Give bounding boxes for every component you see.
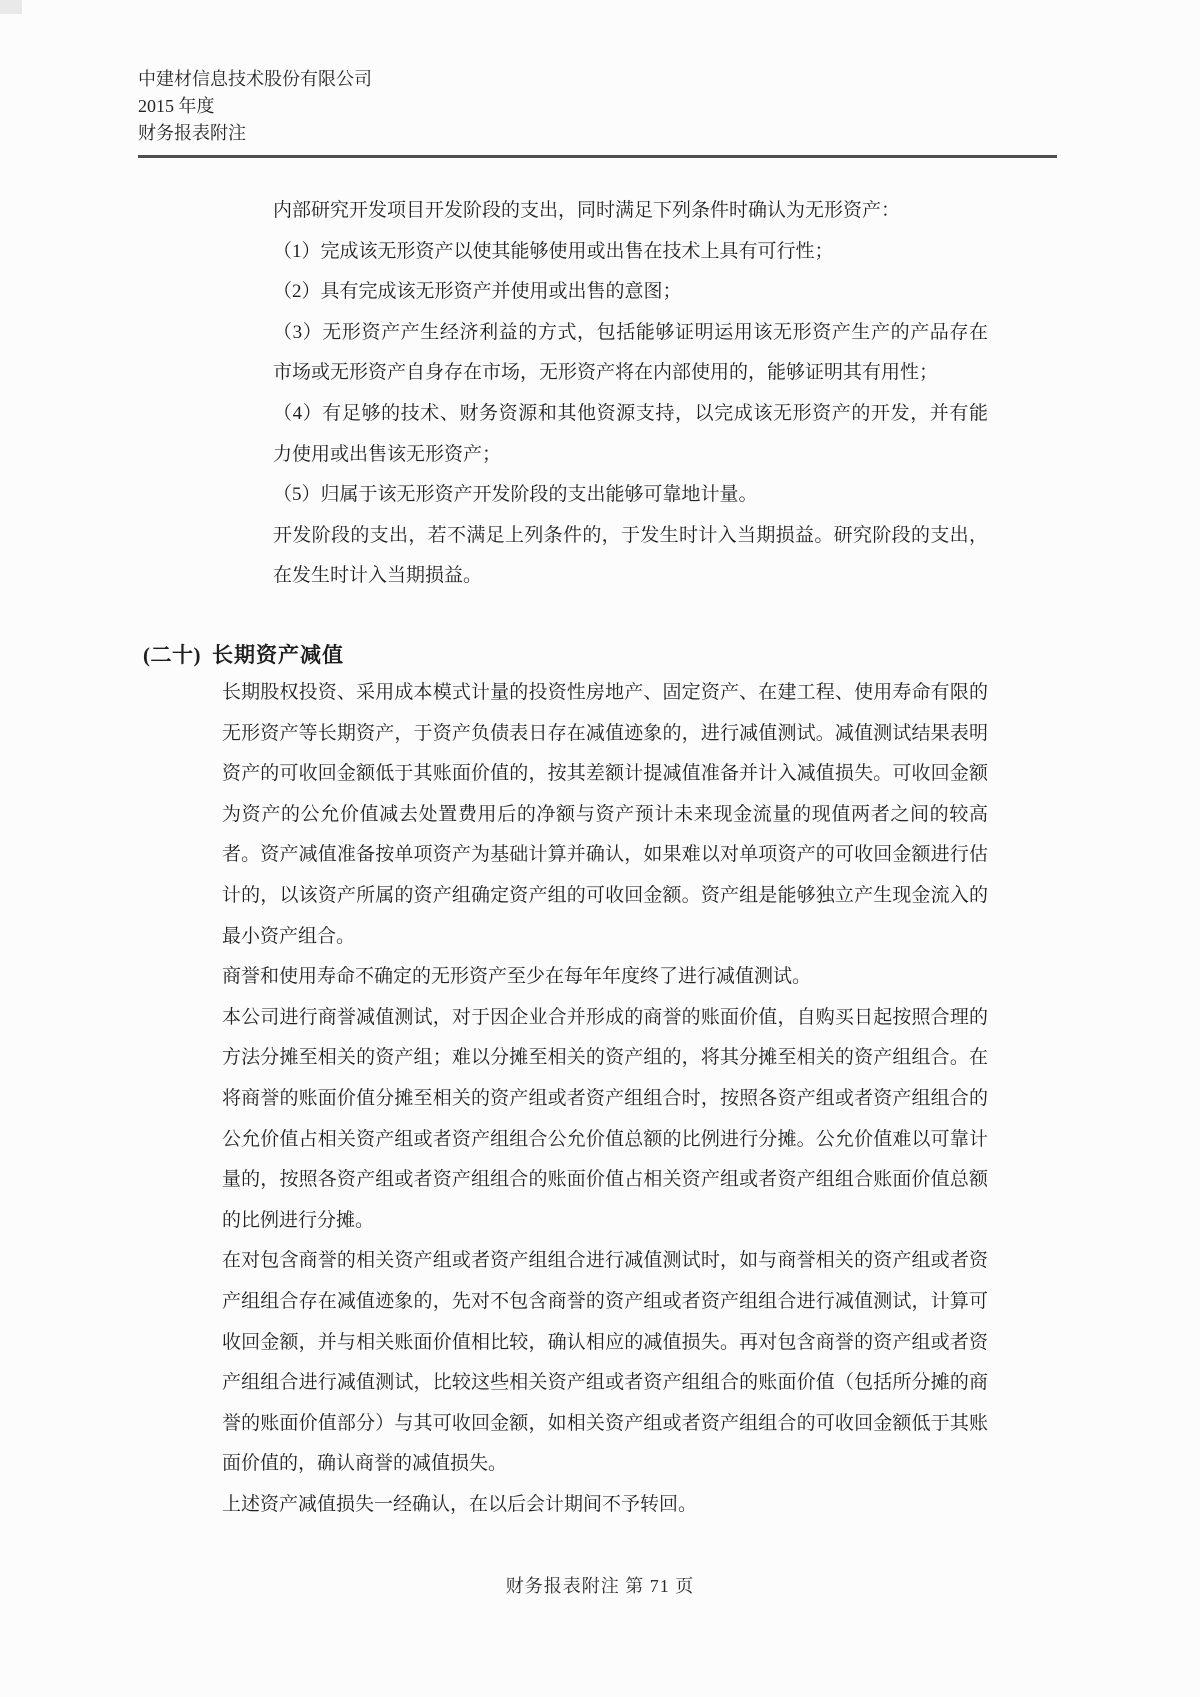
text-line: 产组组合存在减值迹象的，先对不包含商誉的资产组或者资产组组合进行减值测试，计算可 <box>222 1290 988 1312</box>
text-line: 为资产的公允价值减去处置费用后的净额与资产预计未来现金流量的现值两者之间的较高 <box>222 803 988 825</box>
text-line: 者。资产减值准备按单项资产为基础计算并确认，如果难以对单项资产的可收回金额进行估 <box>222 844 988 866</box>
text-line: 商誉和使用寿命不确定的无形资产至少在每年年度终了进行减值测试。 <box>222 966 812 988</box>
text-line: （2）具有完成该无形资产并使用或出售的意图； <box>273 281 682 303</box>
text-line: 无形资产等长期资产，于资产负债表日存在减值迹象的，进行减值测试。减值测试结果表明 <box>222 722 988 744</box>
text-line: 市场或无形资产自身存在市场，无形资产将在内部使用的，能够证明其有用性； <box>273 362 939 384</box>
text-line: 在对包含商誉的相关资产组或者资产组组合进行减值测试时，如与商誉相关的资产组或者资 <box>222 1250 988 1272</box>
text-line: 在发生时计入当期损益。 <box>273 565 483 587</box>
text-line: 上述资产减值损失一经确认，在以后会计期间不予转回。 <box>222 1493 698 1515</box>
text-line: 开发阶段的支出，若不满足上列条件的，于发生时计入当期损益。研究阶段的支出， <box>273 524 988 546</box>
text-line: （5）归属于该无形资产开发阶段的支出能够可靠地计量。 <box>273 484 758 506</box>
text-line: （3）无形资产产生经济利益的方式，包括能够证明运用该无形资产生产的产品存在 <box>273 321 988 343</box>
text-line: 长期股权投资、采用成本模式计量的投资性房地产、固定资产、在建工程、使用寿命有限的 <box>222 682 988 703</box>
text-line: 资产的可收回金额低于其账面价值的，按其差额计提减值准备并计入减值损失。可收回金额 <box>222 763 988 785</box>
text-line: 将商誉的账面价值分摊至相关的资产组或者资产组组合时，按照各资产组或者资产组组合的 <box>222 1087 988 1109</box>
intro-paragraph-block <box>273 191 988 597</box>
company-name: 中建材信息技术股份有限公司 <box>138 69 372 89</box>
section-title: 长期资产减值 <box>212 643 344 667</box>
page-footer: 财务报表附注 第 71 页 <box>505 1576 695 1596</box>
text-line: 的比例进行分摊。 <box>222 1209 375 1231</box>
text-line: 产组组合进行减值测试，比较这些相关资产组或者资产组组合的账面价值（包括所分摊的商 <box>222 1372 988 1394</box>
section-number: (二十) <box>143 643 201 667</box>
text-line: 本公司进行商誉减值测试，对于因企业合并形成的商誉的账面价值，自购买日起按照合理的 <box>222 1006 988 1028</box>
text-line: 量的，按照各资产组或者资产组组合的账面价值占相关资产组或者资产组组合账面价值总额 <box>222 1169 988 1191</box>
scan-artifact <box>0 0 22 14</box>
text-line: （4）有足够的技术、财务资源和其他资源支持，以完成该无形资产的开发，并有能 <box>273 402 988 424</box>
text-line: 面价值的，确认商誉的减值损失。 <box>222 1453 508 1475</box>
text-line: 内部研究开发项目开发阶段的支出，同时满足下列条件时确认为无形资产： <box>273 200 901 221</box>
text-line: 最小资产组合。 <box>222 925 356 947</box>
document-title: 财务报表附注 <box>138 123 246 143</box>
text-line: 誉的账面价值部分）与其可收回金额，如相关资产组或者资产组组合的可收回金额低于其账 <box>222 1412 988 1434</box>
fiscal-year: 2015 年度 <box>138 96 215 116</box>
text-line: 计的，以该资产所属的资产组确定资产组的可收回金额。资产组是能够独立产生现金流入的 <box>222 884 988 906</box>
text-line: 力使用或出售该无形资产； <box>273 443 502 465</box>
section-body-block <box>222 673 988 1525</box>
page-header <box>138 66 1058 147</box>
header-rule <box>138 155 1057 158</box>
text-line: 公允价值占相关资产组或者资产组组合公允价值总额的比例进行分摊。公允价值难以可靠计 <box>222 1128 988 1150</box>
text-line: 收回金额，并与相关账面价值相比较，确认相应的减值损失。再对包含商誉的资产组或者资 <box>222 1331 988 1353</box>
text-line: 方法分摊至相关的资产组；难以分摊至相关的资产组的，将其分摊至相关的资产组组合。在 <box>222 1047 988 1069</box>
text-line: （1）完成该无形资产以使其能够使用或出售在技术上具有可行性； <box>273 240 834 262</box>
